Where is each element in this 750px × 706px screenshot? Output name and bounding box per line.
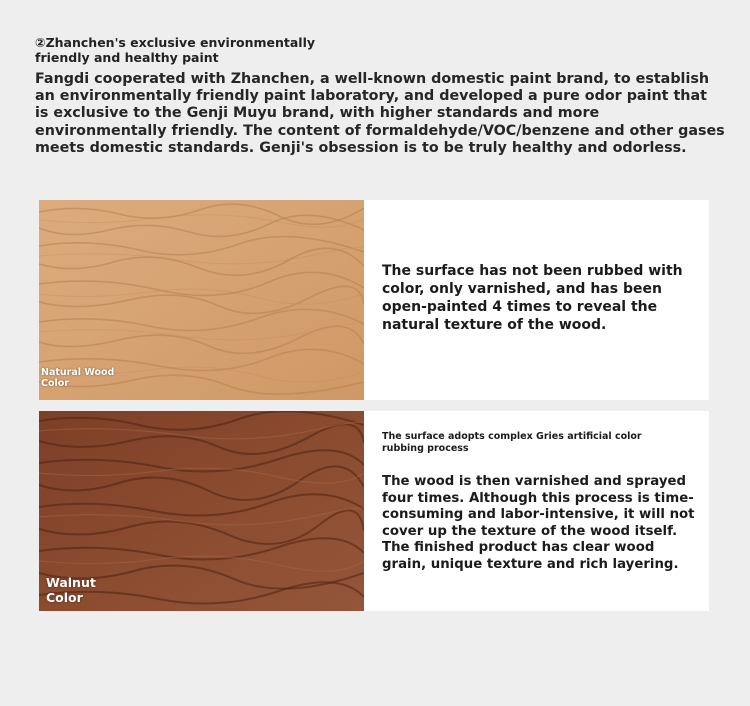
natural-wood-image [39,200,364,400]
section-heading: ②Zhanchen's exclusive environmentally friendly and healthy paint [35,35,316,65]
walnut-wood-label: Walnut Color [46,575,96,605]
walnut-panel [39,411,709,611]
walnut-wood-image [39,411,364,611]
natural-wood-description: The surface has not been rubbed with color, only varnished, and has been open-painted 4 times to reveal the natural texture of the wood. [382,263,683,333]
natural-wood-panel [39,200,709,400]
walnut-process-subtitle: The surface adopts complex Gries artificial color rubbing process [382,431,642,454]
walnut-description: The wood is then varnished and sprayed four times. Although this process is time-consuming and labor-intensive, it will not cover up the texture of the wood itself. The finished product has clear wood grain, unique texture and rich layering. [382,474,695,572]
natural-wood-label: Natural Wood Color [41,367,115,389]
intro-paragraph: Fangdi cooperated with Zhanchen, a well-known domestic paint brand, to establish an environmentally friendly paint laboratory, and developed a pure odor paint that is exclusive to the Genji Muyu brand, with higher standards and more environmentally friendly. The content of formaldehyde/VOC/benzene and other gases meets domestic standards. Genji's obsession is to be truly healthy and odorless. [35,71,725,156]
